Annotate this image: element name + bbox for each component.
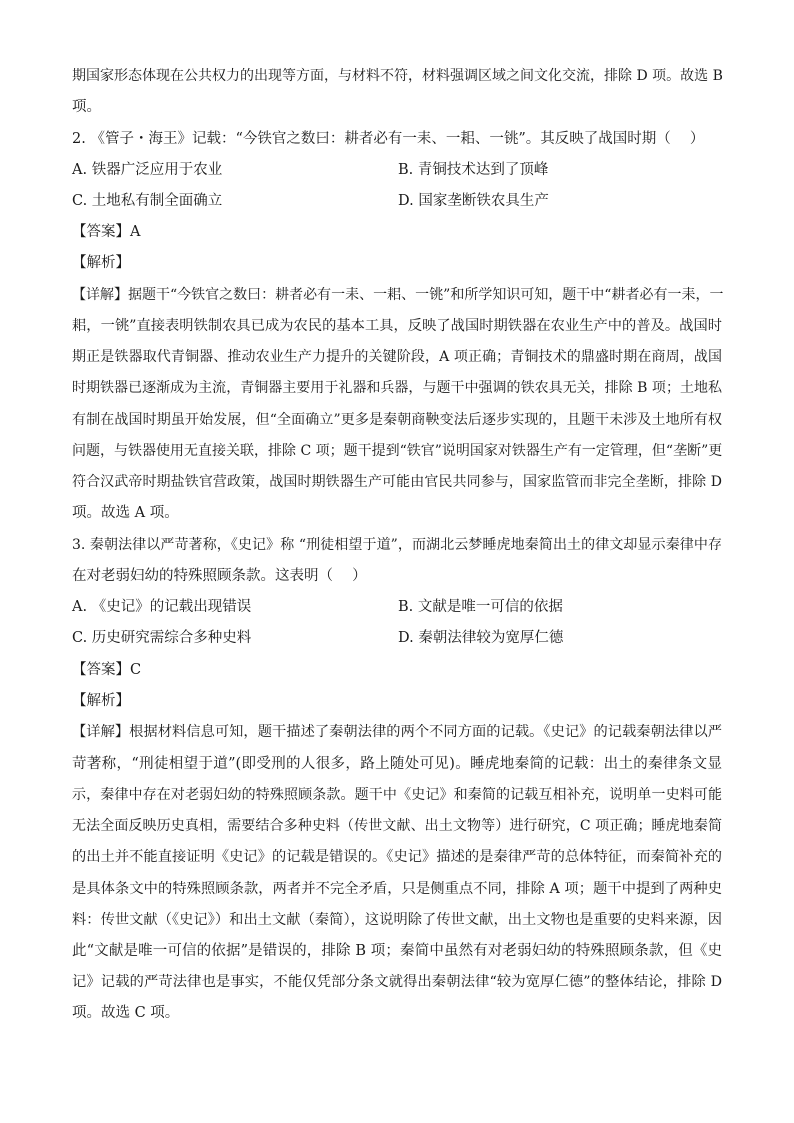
q3-detail-line: 【详解】根据材料信息可知，题干描述了秦朝法律的两个不同方面的记载。《史记》的记载秦朝法律以严 xyxy=(72,724,722,740)
q2-answer: 【答案】A xyxy=(72,224,141,240)
q2-option-a: A. 铁器广泛应用于农业 xyxy=(72,162,223,178)
q3-stem-line-1: 3. 秦朝法律以严苛著称，《史记》称 “刑徒相望于道”，而湖北云梦睡虎地秦简出土的律文却显示秦律中存 xyxy=(72,537,722,553)
q3-detail-line: 记》记载的严苛法律也是事实，不能仅凭部分条文就得出秦朝法律“较为宽厚仁德”的整体结论，排除 D xyxy=(72,974,722,990)
q2-detail-line: 耜，一铫”直接表明铁制农具已成为农民的基本工具，反映了战国时期铁器在农业生产中的普及。战国时 xyxy=(72,318,722,334)
q3-detail-line: 无法全面反映历史真相，需要结合多种史料（传世文献、出土文物等）进行研究，C 项正确；睡虎地秦简 xyxy=(72,818,722,834)
q2-option-b: B. 青铜技术达到了顶峰 xyxy=(398,162,549,178)
q3-option-d: D. 秦朝法律较为宽厚仁德 xyxy=(398,630,564,646)
q2-option-c: C. 土地私有制全面确立 xyxy=(72,193,223,209)
q2-detail-line: 时期铁器已逐渐成为主流，青铜器主要用于礼器和兵器，与题干中强调的铁农具无关，排除 B 项；土地私 xyxy=(72,380,722,396)
q3-analysis-label: 【解析】 xyxy=(72,693,130,709)
q3-detail-line: 是具体条文中的特殊照顾条款，两者并不完全矛盾，只是侧重点不同，排除 A 项；题干中提到了两种史 xyxy=(72,881,722,897)
q2-detail-line: 问题，与铁器使用无直接关联，排除 C 项；题干提到“铁官”说明国家对铁器生产有一定管理，但“垄断”更 xyxy=(72,443,723,459)
q1-tail-line-1: 期国家形态体现在公共权力的出现等方面，与材料不符，材料强调区域之间文化交流，排除 D 项。故选 B xyxy=(72,68,723,84)
q2-detail-line: 项。故选 A 项。 xyxy=(72,505,179,521)
q3-option-b: B. 文献是唯一可信的依据 xyxy=(398,599,563,615)
q3-detail-line: 料：传世文献（《史记》）和出土文献（秦简），这说明除了传世文献，出土文物也是重要的史料来源，因 xyxy=(72,912,722,928)
q3-detail-line: 示，秦律中存在对老弱妇幼的特殊照顾条款。题干中《史记》和秦简的记载互相补充，说明单一史料可能 xyxy=(72,787,722,803)
q3-option-c: C. 历史研究需综合多种史料 xyxy=(72,630,252,646)
q3-stem-line-2: 在对老弱妇幼的特殊照顾条款。这表明（ ） xyxy=(72,568,367,584)
q3-detail-line: 此“文献是唯一可信的依据”是错误的，排除 B 项；秦简中虽然有对老弱妇幼的特殊照顾条款，但《史 xyxy=(72,943,722,959)
q3-option-a: A. 《史记》的记载出现错误 xyxy=(72,599,252,615)
q3-answer: 【答案】C xyxy=(72,662,142,678)
q3-detail-line: 苛著称，“刑徒相望于道”(即受刑的人很多，路上随处可见)。睡虎地秦简的记载：出土的秦律条文显 xyxy=(72,756,722,772)
q2-detail-line: 符合汉武帝时期盐铁官营政策，战国时期铁器生产可能由官民共同参与，国家监管而非完全垄断，排除 D xyxy=(72,474,722,490)
q1-tail-line-2: 项。 xyxy=(72,99,101,115)
q2-detail-line: 【详解】据题干“今铁官之数曰：耕者必有一耒、一耜、一铫”和所学知识可知，题干中“耕者必有一耒，一 xyxy=(72,287,724,303)
q2-stem: 2. 《管子・海王》记载：“今铁官之数曰：耕者必有一耒、一耜、一铫”。其反映了战国时期（ ） xyxy=(72,131,705,147)
q2-detail-line: 有制在战国时期虽开始发展，但“全面确立”更多是秦朝商鞅变法后逐步实现的，且题干未涉及土地所有权 xyxy=(72,412,722,428)
q2-analysis-label: 【解析】 xyxy=(72,255,130,271)
q2-detail-line: 期正是铁器取代青铜器、推动农业生产力提升的关键阶段，A 项正确；青铜技术的鼎盛时期在商周，战国 xyxy=(72,349,722,365)
q3-detail-line: 项。故选 C 项。 xyxy=(72,1005,180,1021)
q2-option-d: D. 国家垄断铁农具生产 xyxy=(398,193,549,209)
q3-detail-line: 的出土并不能直接证明《史记》的记载是错误的。《史记》描述的是秦律严苛的总体特征，而秦简补充的 xyxy=(72,849,722,865)
